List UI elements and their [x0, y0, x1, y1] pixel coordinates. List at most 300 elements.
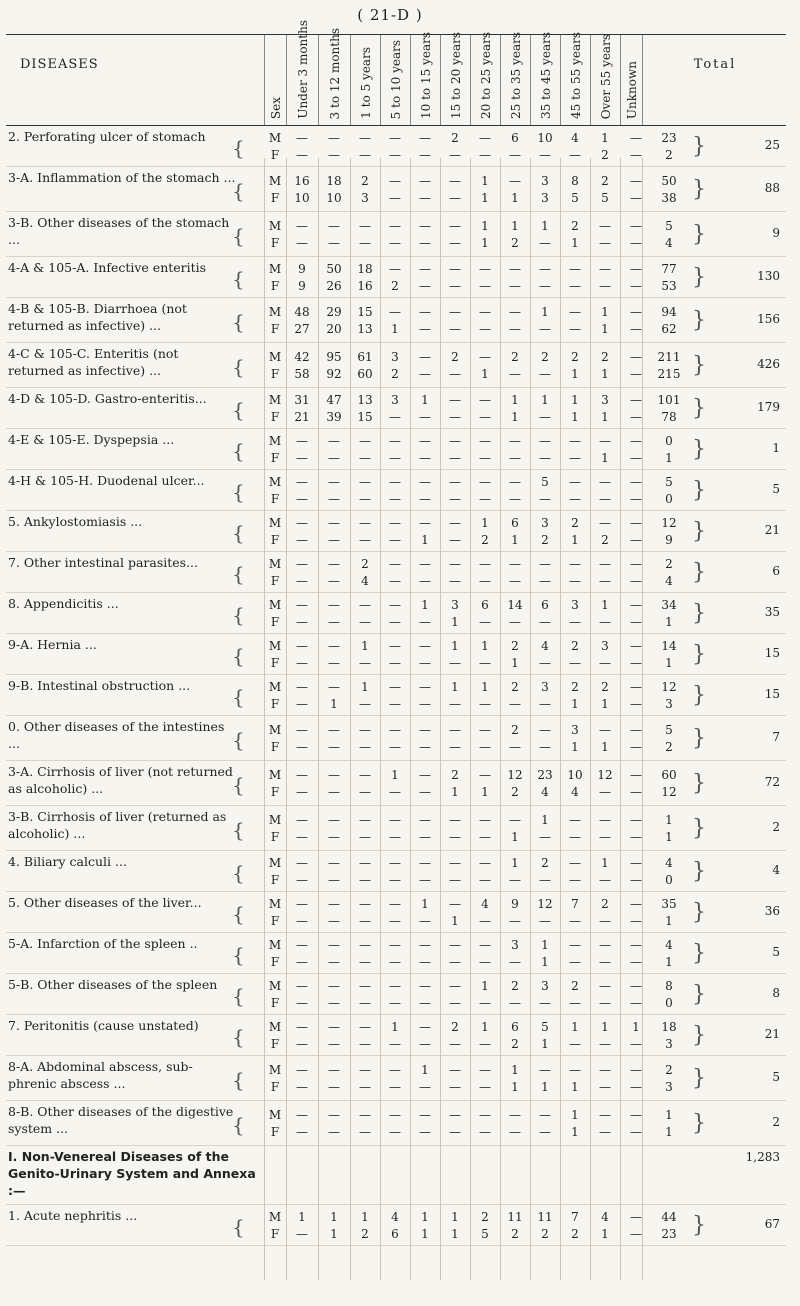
- count-cell: 13: [357, 393, 373, 407]
- count-cell: —: [296, 813, 308, 827]
- count-cell: —: [389, 557, 401, 571]
- count-cell: 2: [451, 131, 459, 145]
- col-header-label: 1 to 5 years: [359, 47, 373, 119]
- count-cell: —: [630, 367, 642, 381]
- count-cell: —: [419, 1037, 431, 1051]
- sex-label: F: [270, 533, 280, 547]
- count-cell: 1: [571, 410, 579, 424]
- count-cell: —: [328, 1037, 340, 1051]
- grand-total: 72: [764, 775, 780, 789]
- disease-name: 4-D & 105-D. Gastro-enteritis...: [8, 391, 207, 406]
- count-cell: —: [449, 697, 461, 711]
- count-cell: —: [359, 1063, 371, 1077]
- count-cell: —: [599, 262, 611, 276]
- sex-total-cell: 77: [661, 262, 677, 276]
- count-cell: 31: [294, 393, 310, 407]
- sex-label: M: [268, 1063, 282, 1077]
- count-cell: 1: [511, 656, 519, 670]
- count-cell: 47: [326, 393, 342, 407]
- table-row: [6, 634, 786, 675]
- count-cell: 1: [571, 367, 579, 381]
- count-cell: —: [296, 1020, 308, 1034]
- count-cell: 10: [294, 191, 310, 205]
- count-cell: 2: [451, 768, 459, 782]
- count-cell: 4: [361, 574, 369, 588]
- count-cell: —: [479, 350, 491, 364]
- sex-total-cell: 1: [665, 451, 673, 465]
- count-cell: 1: [391, 768, 399, 782]
- male-row: [6, 937, 786, 953]
- table-row: [6, 388, 786, 429]
- female-row: [6, 409, 786, 425]
- count-cell: —: [509, 955, 521, 969]
- grand-total: 21: [764, 1027, 780, 1041]
- grand-total: 5: [772, 1070, 780, 1084]
- count-cell: 2: [571, 680, 579, 694]
- count-cell: —: [419, 723, 431, 737]
- count-cell: —: [359, 996, 371, 1010]
- count-cell: —: [419, 639, 431, 653]
- count-cell: 1: [421, 1227, 429, 1241]
- count-cell: 1: [541, 955, 549, 969]
- count-cell: —: [569, 305, 581, 319]
- count-cell: —: [630, 856, 642, 870]
- count-cell: —: [479, 873, 491, 887]
- count-cell: —: [539, 236, 551, 250]
- count-cell: 50: [326, 262, 342, 276]
- count-cell: —: [479, 1108, 491, 1122]
- grand-total: 9: [772, 226, 780, 240]
- brace-icon: }: [692, 900, 706, 925]
- sex-label: M: [268, 813, 282, 827]
- brace-icon: {: [232, 644, 245, 668]
- count-cell: —: [479, 914, 491, 928]
- count-cell: —: [539, 367, 551, 381]
- count-cell: —: [419, 740, 431, 754]
- sex-total-cell: 5: [665, 219, 673, 233]
- grand-total: 8: [772, 986, 780, 1000]
- count-cell: —: [449, 322, 461, 336]
- sex-label: M: [268, 938, 282, 952]
- count-cell: —: [328, 557, 340, 571]
- count-cell: —: [328, 533, 340, 547]
- count-cell: —: [328, 856, 340, 870]
- section-title: I. Non-Venereal Diseases of the Genito-Urinary System and Annexa :—: [8, 1149, 256, 1198]
- count-cell: —: [630, 574, 642, 588]
- count-cell: —: [296, 533, 308, 547]
- count-cell: —: [419, 279, 431, 293]
- count-cell: 1: [391, 322, 399, 336]
- count-cell: —: [359, 979, 371, 993]
- sex-total-cell: 35: [661, 897, 677, 911]
- count-cell: —: [296, 219, 308, 233]
- disease-name: 3-B. Other diseases of the stomach ...: [8, 215, 230, 247]
- count-cell: 12: [537, 897, 553, 911]
- count-cell: —: [359, 955, 371, 969]
- sex-label: F: [270, 615, 280, 629]
- count-cell: —: [599, 1037, 611, 1051]
- female-row: [6, 995, 786, 1011]
- grand-total: 426: [757, 357, 780, 371]
- sex-total-cell: 1: [665, 1125, 673, 1139]
- count-cell: 1: [481, 219, 489, 233]
- count-cell: —: [599, 955, 611, 969]
- count-cell: 1: [601, 322, 609, 336]
- sex-total-cell: 1: [665, 914, 673, 928]
- count-cell: —: [419, 475, 431, 489]
- count-cell: —: [359, 656, 371, 670]
- count-cell: —: [479, 740, 491, 754]
- column-rule: [410, 158, 411, 1280]
- female-row: [6, 450, 786, 466]
- count-cell: 5: [541, 1020, 549, 1034]
- count-cell: —: [630, 740, 642, 754]
- count-cell: 3: [601, 639, 609, 653]
- col-header: [560, 32, 591, 125]
- count-cell: —: [449, 262, 461, 276]
- brace-icon: }: [692, 982, 706, 1007]
- female-row: [6, 491, 786, 507]
- count-cell: —: [479, 475, 491, 489]
- count-cell: —: [419, 813, 431, 827]
- count-cell: 1: [601, 410, 609, 424]
- sex-label: M: [268, 1210, 282, 1224]
- count-cell: —: [509, 873, 521, 887]
- count-cell: —: [359, 131, 371, 145]
- count-cell: —: [630, 393, 642, 407]
- count-cell: —: [419, 979, 431, 993]
- count-cell: —: [389, 574, 401, 588]
- brace-icon: {: [232, 267, 245, 291]
- count-cell: —: [539, 1125, 551, 1139]
- count-cell: —: [449, 451, 461, 465]
- table-row: [6, 212, 786, 257]
- count-cell: —: [599, 492, 611, 506]
- count-cell: —: [599, 236, 611, 250]
- sex-total-cell: 1: [665, 830, 673, 844]
- count-cell: 2: [571, 219, 579, 233]
- count-cell: —: [296, 1037, 308, 1051]
- count-cell: —: [599, 979, 611, 993]
- count-cell: 1: [601, 1227, 609, 1241]
- count-cell: —: [630, 557, 642, 571]
- col-header-label: 45 to 55 years: [569, 32, 583, 119]
- brace-icon: {: [232, 179, 245, 203]
- count-cell: —: [479, 955, 491, 969]
- disease-name: 2. Perforating ulcer of stomach: [8, 129, 206, 144]
- male-row: [6, 722, 786, 738]
- count-cell: 1: [601, 740, 609, 754]
- count-cell: —: [449, 236, 461, 250]
- count-cell: 2: [601, 148, 609, 162]
- count-cell: —: [479, 697, 491, 711]
- count-cell: —: [449, 1037, 461, 1051]
- count-cell: —: [359, 219, 371, 233]
- count-cell: —: [419, 516, 431, 530]
- count-cell: 11: [537, 1210, 553, 1224]
- count-cell: —: [630, 768, 642, 782]
- count-cell: —: [569, 813, 581, 827]
- sex-label: M: [268, 723, 282, 737]
- count-cell: 1: [571, 1125, 579, 1139]
- count-cell: 1: [451, 1227, 459, 1241]
- column-rule: [560, 158, 561, 1280]
- count-cell: 2: [571, 350, 579, 364]
- count-cell: —: [389, 410, 401, 424]
- disease-name: 8-A. Abdominal abscess, sub-phrenic abscess ...: [8, 1059, 193, 1091]
- count-cell: 1: [601, 1020, 609, 1034]
- count-cell: 1: [632, 1020, 640, 1034]
- count-cell: —: [599, 219, 611, 233]
- count-cell: —: [359, 1125, 371, 1139]
- count-cell: —: [389, 1037, 401, 1051]
- count-cell: —: [479, 492, 491, 506]
- sex-label: M: [268, 516, 282, 530]
- count-cell: 1: [421, 897, 429, 911]
- column-rule: [470, 158, 471, 1280]
- sex-label: M: [268, 174, 282, 188]
- count-cell: —: [296, 615, 308, 629]
- sex-label: F: [270, 914, 280, 928]
- count-cell: 2: [541, 350, 549, 364]
- count-cell: —: [359, 813, 371, 827]
- count-cell: 1: [571, 393, 579, 407]
- brace-icon: }: [692, 771, 706, 796]
- count-cell: —: [449, 557, 461, 571]
- table-row: [6, 851, 786, 892]
- sex-total-cell: 101: [657, 393, 681, 407]
- count-cell: —: [419, 262, 431, 276]
- count-cell: —: [389, 451, 401, 465]
- count-cell: —: [599, 785, 611, 799]
- brace-icon: {: [232, 1025, 245, 1049]
- count-cell: —: [359, 873, 371, 887]
- male-row: [6, 392, 786, 408]
- count-cell: —: [389, 219, 401, 233]
- col-header: [470, 32, 501, 125]
- sex-label: F: [270, 1080, 280, 1094]
- count-cell: 2: [361, 557, 369, 571]
- count-cell: —: [359, 1080, 371, 1094]
- column-rule: [620, 158, 621, 1280]
- count-cell: —: [419, 410, 431, 424]
- sex-label: M: [268, 680, 282, 694]
- count-cell: —: [569, 1037, 581, 1051]
- brace-icon: }: [692, 683, 706, 708]
- disease-name: 4-H & 105-H. Duodenal ulcer...: [8, 473, 205, 488]
- count-cell: 1: [511, 219, 519, 233]
- table-row: [6, 298, 786, 343]
- count-cell: —: [449, 1080, 461, 1094]
- sex-label: M: [268, 639, 282, 653]
- count-cell: —: [389, 492, 401, 506]
- disease-name: 8-B. Other diseases of the digestive system ...: [8, 1104, 234, 1136]
- count-cell: —: [630, 131, 642, 145]
- sex-label: M: [268, 897, 282, 911]
- female-row: [6, 1124, 786, 1140]
- count-cell: 1: [541, 305, 549, 319]
- count-cell: 3: [511, 938, 519, 952]
- count-cell: —: [630, 322, 642, 336]
- count-cell: —: [569, 914, 581, 928]
- female-row: [6, 147, 786, 163]
- count-cell: —: [419, 305, 431, 319]
- sex-label: F: [270, 367, 280, 381]
- sex-total-cell: 2: [665, 1063, 673, 1077]
- brace-icon: {: [232, 984, 245, 1008]
- grand-total: 7: [772, 730, 780, 744]
- count-cell: —: [359, 1108, 371, 1122]
- brace-icon: }: [692, 941, 706, 966]
- male-row: [6, 218, 786, 234]
- count-cell: 1: [511, 191, 519, 205]
- count-cell: 1: [421, 393, 429, 407]
- sex-total-cell: 215: [657, 367, 681, 381]
- count-cell: —: [328, 938, 340, 952]
- count-cell: —: [359, 785, 371, 799]
- count-cell: 8: [571, 174, 579, 188]
- male-row: [6, 1209, 786, 1225]
- count-cell: 10: [567, 768, 583, 782]
- count-cell: —: [569, 148, 581, 162]
- sex-label: F: [270, 191, 280, 205]
- sex-total-cell: 4: [665, 236, 673, 250]
- count-cell: —: [630, 1125, 642, 1139]
- sex-label: F: [270, 410, 280, 424]
- grand-total: 5: [772, 945, 780, 959]
- sex-total-cell: 4: [665, 574, 673, 588]
- count-cell: —: [449, 475, 461, 489]
- count-cell: —: [509, 174, 521, 188]
- count-cell: —: [449, 938, 461, 952]
- count-cell: —: [296, 557, 308, 571]
- col-header: [286, 20, 319, 125]
- count-cell: —: [630, 1108, 642, 1122]
- count-cell: —: [509, 1125, 521, 1139]
- brace-icon: }: [692, 437, 706, 462]
- brace-icon: }: [692, 1023, 706, 1048]
- count-cell: 3: [541, 979, 549, 993]
- count-cell: —: [630, 979, 642, 993]
- count-cell: —: [509, 475, 521, 489]
- col-header: [350, 35, 381, 125]
- count-cell: —: [419, 656, 431, 670]
- male-row: [6, 515, 786, 531]
- count-cell: —: [419, 856, 431, 870]
- count-cell: —: [296, 1108, 308, 1122]
- count-cell: —: [539, 148, 551, 162]
- count-cell: —: [630, 434, 642, 448]
- count-cell: —: [328, 1108, 340, 1122]
- count-cell: —: [389, 1080, 401, 1094]
- count-cell: —: [296, 830, 308, 844]
- column-rule: [440, 158, 441, 1280]
- count-cell: —: [419, 785, 431, 799]
- count-cell: —: [630, 656, 642, 670]
- count-cell: —: [328, 615, 340, 629]
- count-cell: —: [359, 1037, 371, 1051]
- count-cell: 1: [421, 533, 429, 547]
- count-cell: —: [539, 492, 551, 506]
- female-row: [6, 696, 786, 712]
- column-rule: [642, 158, 643, 1280]
- count-cell: —: [449, 305, 461, 319]
- count-cell: 1: [298, 1210, 306, 1224]
- count-cell: —: [599, 434, 611, 448]
- count-cell: —: [599, 557, 611, 571]
- count-cell: —: [630, 897, 642, 911]
- count-cell: 10: [537, 131, 553, 145]
- female-row: [6, 278, 786, 294]
- disease-name: 5. Other diseases of the liver...: [8, 895, 202, 910]
- count-cell: 21: [294, 410, 310, 424]
- count-cell: —: [389, 723, 401, 737]
- count-cell: —: [479, 574, 491, 588]
- male-row: [6, 433, 786, 449]
- count-cell: —: [509, 914, 521, 928]
- count-cell: —: [328, 434, 340, 448]
- sex-label: F: [270, 279, 280, 293]
- disease-name: 3-A. Inflammation of the stomach ...: [8, 170, 236, 185]
- sex-total-cell: 211: [657, 350, 681, 364]
- count-cell: —: [296, 768, 308, 782]
- count-cell: —: [449, 656, 461, 670]
- count-cell: —: [389, 174, 401, 188]
- sex-total-cell: 38: [661, 191, 677, 205]
- count-cell: —: [328, 996, 340, 1010]
- count-cell: 1: [451, 914, 459, 928]
- sex-total-cell: 3: [665, 1037, 673, 1051]
- count-cell: —: [479, 768, 491, 782]
- table-row: [6, 126, 786, 167]
- brace-icon: {: [232, 1113, 245, 1137]
- count-cell: —: [359, 434, 371, 448]
- count-cell: 1: [571, 740, 579, 754]
- count-cell: —: [359, 740, 371, 754]
- count-cell: —: [419, 131, 431, 145]
- count-cell: —: [328, 785, 340, 799]
- sex-total-cell: 94: [661, 305, 677, 319]
- sex-label: F: [270, 236, 280, 250]
- count-cell: 1: [571, 236, 579, 250]
- brace-icon: {: [232, 943, 245, 967]
- brace-icon: {: [232, 685, 245, 709]
- count-cell: —: [539, 656, 551, 670]
- disease-name: 9-B. Intestinal obstruction ...: [8, 678, 191, 693]
- count-cell: 1: [481, 191, 489, 205]
- count-cell: —: [449, 996, 461, 1010]
- count-cell: —: [479, 656, 491, 670]
- count-cell: 10: [326, 191, 342, 205]
- sex-total-cell: 23: [661, 1227, 677, 1241]
- grand-total: 25: [764, 138, 780, 152]
- brace-icon: }: [692, 642, 706, 667]
- brace-icon: }: [692, 601, 706, 626]
- count-cell: —: [630, 1080, 642, 1094]
- sex-total-cell: 50: [661, 174, 677, 188]
- sex-total-cell: 12: [661, 680, 677, 694]
- count-cell: 2: [541, 533, 549, 547]
- count-cell: —: [389, 873, 401, 887]
- count-cell: 5: [481, 1227, 489, 1241]
- count-cell: —: [296, 598, 308, 612]
- table-row: [6, 675, 786, 716]
- count-cell: —: [599, 279, 611, 293]
- disease-name: 8. Appendicitis ...: [8, 596, 119, 611]
- count-cell: —: [389, 475, 401, 489]
- count-cell: 16: [294, 174, 310, 188]
- table-row: [6, 593, 786, 634]
